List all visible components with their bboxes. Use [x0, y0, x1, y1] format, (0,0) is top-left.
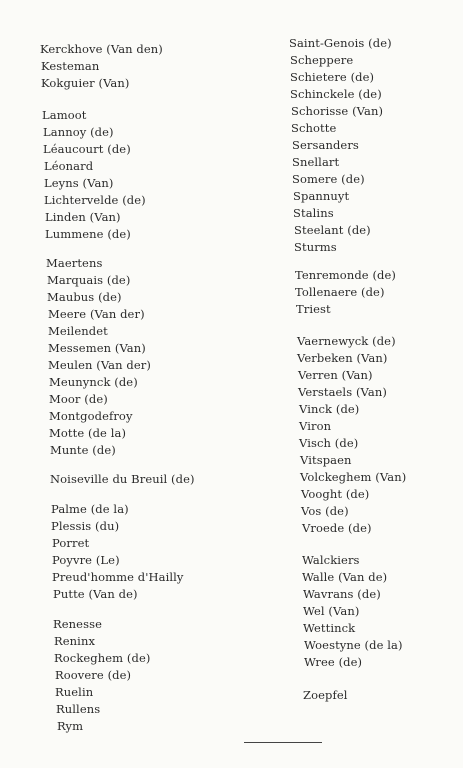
name-entry: Vinck (de)	[299, 402, 360, 416]
name-entry: Reninx	[54, 634, 96, 648]
name-entry: Sersanders	[292, 138, 359, 152]
closing-rule	[244, 742, 322, 743]
name-entry: Verbeken (Van)	[297, 351, 388, 365]
name-entry: Vos (de)	[301, 504, 349, 518]
name-entry: Schinckele (de)	[290, 87, 382, 101]
name-entry: Kesteman	[41, 59, 100, 73]
name-entry: Wavrans (de)	[303, 587, 381, 601]
name-entry: Wel (Van)	[303, 604, 360, 618]
name-entry: Spannuyt	[293, 189, 350, 203]
name-entry: Rym	[57, 719, 84, 733]
name-entry: Rullens	[56, 702, 101, 716]
name-entry: Messemen (Van)	[48, 341, 146, 355]
name-entry: Lannoy (de)	[43, 125, 114, 139]
name-entry: Noiseville du Breuil (de)	[50, 472, 195, 486]
name-entry: Meilendet	[48, 324, 108, 338]
name-entry: Scheppere	[290, 53, 354, 67]
name-entry: Walckiers	[302, 553, 360, 567]
name-entry: Viron	[299, 419, 332, 433]
name-entry: Stalins	[293, 206, 334, 220]
name-entry: Porret	[52, 536, 90, 550]
name-entry: Roovere (de)	[55, 668, 132, 682]
name-entry: Steelant (de)	[294, 223, 371, 237]
name-entry: Vroede (de)	[302, 521, 372, 535]
name-entry: Meunynck (de)	[49, 375, 138, 389]
name-entry: Vooght (de)	[301, 487, 370, 501]
name-entry: Moor (de)	[49, 392, 108, 406]
name-entry: Leyns (Van)	[44, 176, 114, 190]
name-entry: Palme (de la)	[51, 502, 129, 516]
name-entry: Léaucourt (de)	[43, 142, 131, 156]
name-entry: Woestyne (de la)	[304, 638, 403, 652]
name-entry: Wree (de)	[304, 655, 363, 669]
name-entry: Somere (de)	[292, 172, 365, 186]
name-entry: Schotte	[291, 121, 337, 135]
name-entry: Munte (de)	[50, 443, 116, 457]
name-entry: Montgodefroy	[49, 409, 133, 423]
name-entry: Tenremonde (de)	[295, 268, 396, 282]
name-entry: Kerckhove (Van den)	[40, 42, 163, 56]
name-entry: Kokguier (Van)	[41, 76, 130, 90]
name-entry: Lichtervelde (de)	[44, 193, 146, 207]
name-entry: Maubus (de)	[47, 290, 122, 304]
name-entry: Rockeghem (de)	[54, 651, 151, 665]
name-entry: Visch (de)	[299, 436, 359, 450]
name-entry: Walle (Van de)	[302, 570, 388, 584]
name-entry: Plessis (du)	[51, 519, 120, 533]
name-entry: Verren (Van)	[298, 368, 373, 382]
name-entry: Lamoot	[42, 108, 87, 122]
name-entry: Meulen (Van der)	[48, 358, 151, 372]
name-entry: Preud'homme d'Hailly	[52, 570, 184, 584]
name-entry: Maertens	[46, 256, 103, 270]
name-entry: Marquais (de)	[47, 273, 131, 287]
name-entry: Renesse	[53, 617, 102, 631]
name-entry: Volckeghem (Van)	[300, 470, 407, 484]
name-entry: Sturms	[294, 240, 337, 254]
name-entry: Verstaels (Van)	[298, 385, 387, 399]
name-entry: Wettinck	[303, 621, 356, 635]
name-entry: Linden (Van)	[45, 210, 121, 224]
name-entry: Zoepfel	[303, 688, 348, 702]
name-entry: Tollenaere (de)	[295, 285, 385, 299]
name-entry: Lummene (de)	[45, 227, 131, 241]
name-entry: Motte (de la)	[49, 426, 127, 440]
name-entry: Vaernewyck (de)	[297, 334, 396, 348]
name-entry: Schorisse (Van)	[291, 104, 384, 118]
name-entry: Snellart	[292, 155, 340, 169]
name-entry: Triest	[296, 302, 331, 316]
name-entry: Ruelin	[55, 685, 94, 699]
name-entry: Vitspaen	[300, 453, 352, 467]
name-entry: Schietere (de)	[290, 70, 375, 84]
name-entry: Putte (Van de)	[53, 587, 138, 601]
name-entry: Léonard	[44, 159, 94, 173]
name-entry: Meere (Van der)	[48, 307, 145, 321]
name-entry: Poyvre (Le)	[52, 553, 120, 567]
name-entry: Saint-Genois (de)	[289, 36, 392, 50]
